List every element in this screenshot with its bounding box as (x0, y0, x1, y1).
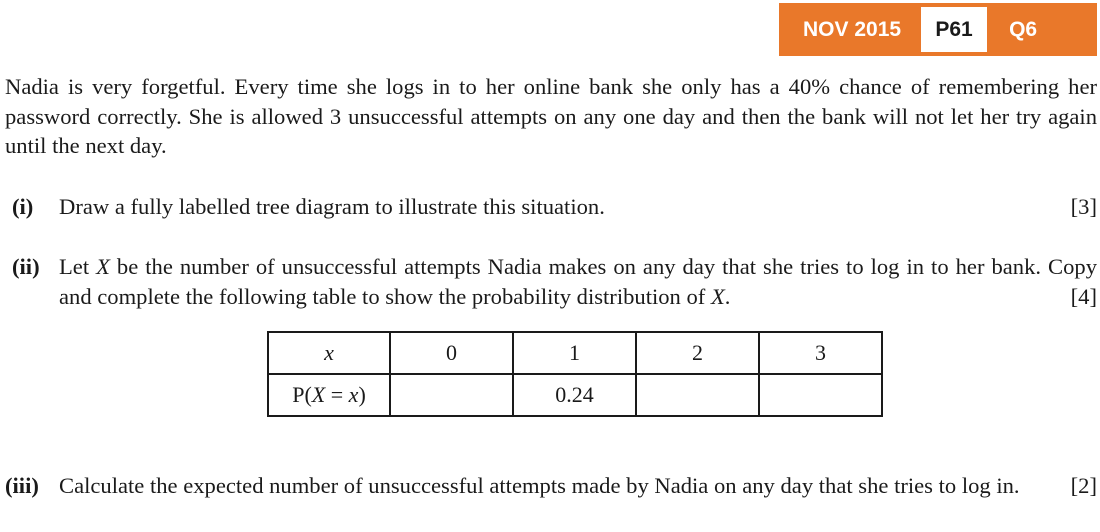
part-ii-text-content: Let X be the number of unsuccessful attempts Nadia makes on any day that she tries to log in to her bank. Copy and complete the following table to show the probability distribution of X. (59, 254, 1097, 309)
table-cell-p (759, 374, 882, 416)
question-intro: Nadia is very forgetful. Every time she logs in to her online bank she only has a 40% chance of remembering her password correctly. She is allowed 3 unsuccessful attempts on any one day and then the bank will not let her try again until the next day. (5, 74, 1097, 158)
paper-label: P61 (921, 7, 987, 52)
part-i (12, 192, 1097, 222)
table-cell-p (636, 374, 759, 416)
table-cell-x: 2 (636, 332, 759, 374)
question-label: Q6 (1009, 17, 1038, 41)
part-iii-marks: [2] (1070, 473, 1097, 498)
part-ii-text (59, 252, 1097, 311)
part-i-marks: [3] (1070, 194, 1097, 219)
probability-table (267, 331, 883, 417)
table-header-p: P(X = x) (268, 374, 390, 416)
part-i-label: (i) (12, 194, 34, 219)
part-iii-text: Calculate the expected number of unsuccessful attempts made by Nadia on any day that she tries to log in. (59, 473, 1020, 498)
table-cell-p (390, 374, 513, 416)
part-i-text: Draw a fully labelled tree diagram to illustrate this situation. (59, 194, 605, 219)
table-cell-x: 0 (390, 332, 513, 374)
table-row-p (268, 374, 882, 416)
part-iii-label: (iii) (5, 473, 39, 498)
table-cell-x: 1 (513, 332, 636, 374)
table-row-x (268, 332, 882, 374)
session-label: NOV 2015 (803, 17, 902, 41)
question-badge (779, 3, 1097, 56)
table-cell-p: 0.24 (513, 374, 636, 416)
part-ii (12, 252, 1097, 311)
table-cell-x: 3 (759, 332, 882, 374)
part-ii-label: (ii) (12, 254, 40, 279)
part-iii (5, 471, 1097, 501)
table-header-x: x (268, 332, 390, 374)
part-ii-marks: [4] (1070, 283, 1097, 309)
